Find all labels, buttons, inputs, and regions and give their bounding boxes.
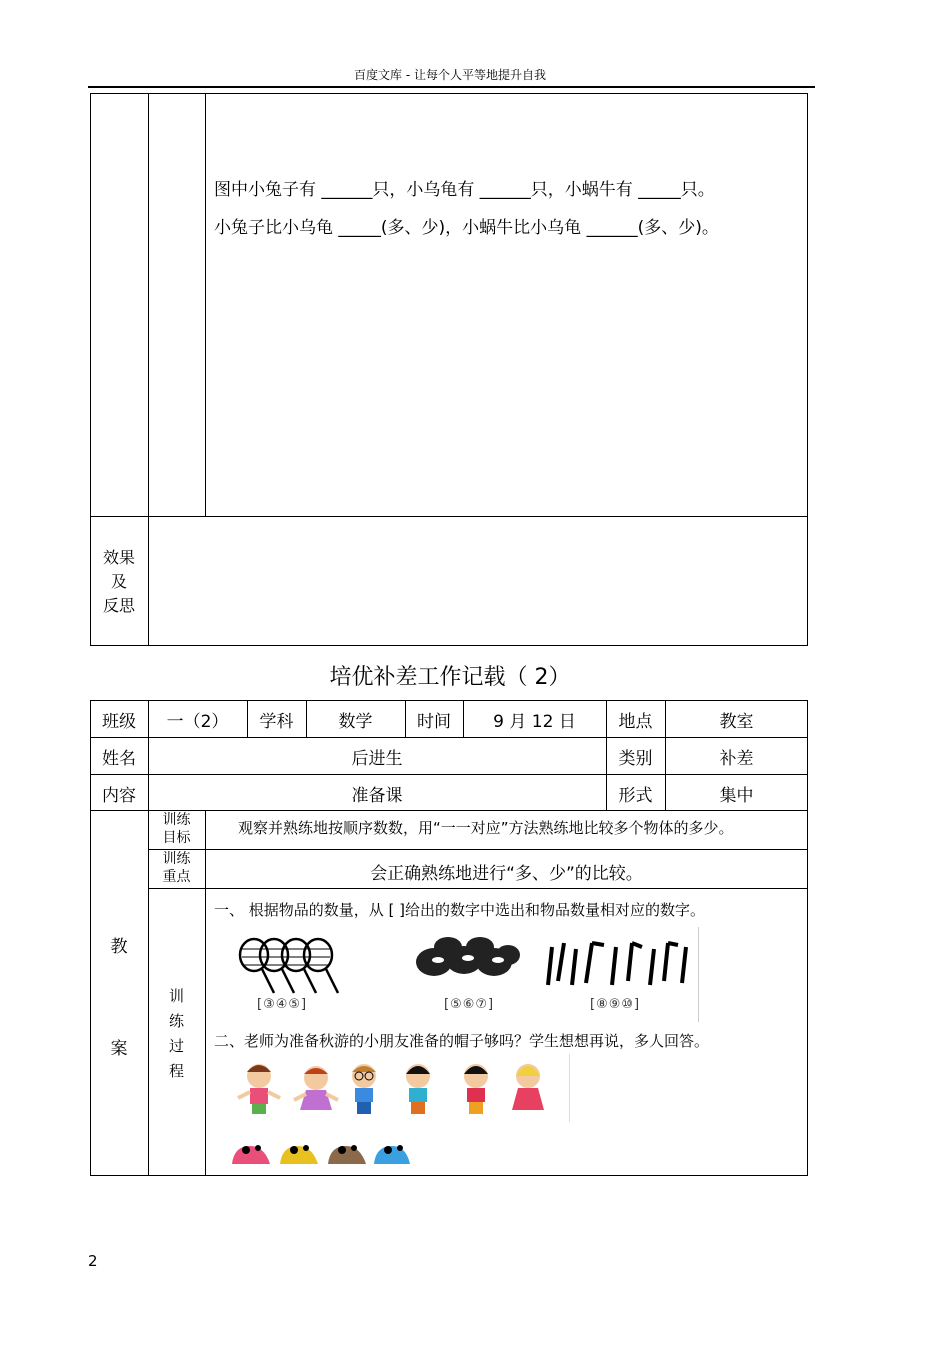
options-3: [⑧⑨⑩]	[590, 997, 641, 1012]
divider	[90, 774, 808, 775]
hat-icon	[232, 1145, 270, 1164]
hats-image	[228, 1134, 412, 1168]
child-icon	[294, 1066, 338, 1110]
child-icon	[464, 1064, 488, 1114]
hats-illustration	[228, 1134, 412, 1168]
divider	[148, 93, 149, 646]
page-number: 2	[88, 1252, 98, 1270]
type-label: 类别	[618, 749, 653, 769]
hat-icon	[280, 1145, 318, 1164]
place-value: 教室	[719, 712, 754, 732]
divider	[148, 849, 808, 850]
record-title: 培优补差工作记载（ 2）	[329, 665, 571, 690]
stick-icon	[548, 943, 686, 985]
divider	[90, 737, 808, 738]
divider	[90, 516, 808, 517]
form-label: 形式	[618, 786, 653, 806]
content-label: 内容	[102, 786, 136, 806]
time-label: 时间	[417, 712, 451, 732]
type-value: 补差	[719, 749, 754, 769]
child-icon	[406, 1064, 430, 1114]
plan-label-2: 案	[110, 1039, 128, 1059]
question-line-1: 图中小兔子有 ______只，小乌龟有 ______只，小蜗牛有 _____只。	[214, 180, 715, 200]
content-value: 准备课	[351, 786, 403, 806]
name-value: 后进生	[351, 749, 403, 769]
class-label: 班级	[102, 712, 136, 732]
header-divider	[88, 86, 815, 88]
time-value: 9 月 12 日	[493, 712, 576, 732]
process-label: 训 练 过 程	[168, 987, 184, 1080]
divider	[148, 888, 808, 889]
name-label: 姓名	[102, 749, 136, 769]
subject-value: 数学	[338, 712, 373, 732]
hat-icon	[328, 1145, 366, 1164]
plan-label-1: 教	[110, 937, 128, 957]
divider	[205, 93, 206, 516]
items-image	[212, 927, 699, 1022]
question-2: 二、老师为准备秋游的小朋友准备的帽子够吗？学生想想再说，多人回答。	[214, 1032, 710, 1050]
options-1: [③④⑤]	[257, 997, 308, 1012]
question-1: 一、 根据物品的数量，从 [ ]给出的数字中选出和物品数量相对应的数字。	[214, 901, 706, 919]
child-icon	[352, 1064, 376, 1114]
goal-label: 训练 目标	[162, 812, 191, 846]
focus-label: 训练 重点	[162, 851, 191, 885]
goal-text: 观察并熟练地按顺序数数，用“一一对应”方法熟练地比较多个物体的多少。	[238, 819, 734, 837]
focus-text: 会正确熟练地进行“多、少”的比较。	[370, 864, 643, 884]
kids-image	[212, 1054, 570, 1122]
options-2: [⑤⑥⑦]	[444, 997, 495, 1012]
subject-label: 学科	[259, 712, 294, 732]
child-icon	[238, 1064, 280, 1114]
child-icon	[512, 1064, 544, 1110]
divider	[148, 700, 149, 1176]
racket-icon	[240, 939, 338, 993]
form-value: 集中	[719, 786, 754, 806]
header-site: 百度文库 - 让每个人平等地提升自我	[354, 68, 546, 82]
kids-illustration	[212, 1054, 569, 1122]
question-line-2: 小兔子比小乌龟 _____(多、少)，小蜗牛比小乌龟 ______(多、少)。	[214, 218, 719, 238]
place-label: 地点	[618, 712, 653, 732]
hat-icon	[374, 1145, 410, 1164]
reflection-label: 效果 及 反思	[102, 548, 135, 615]
class-value: 一（2）	[166, 712, 229, 732]
